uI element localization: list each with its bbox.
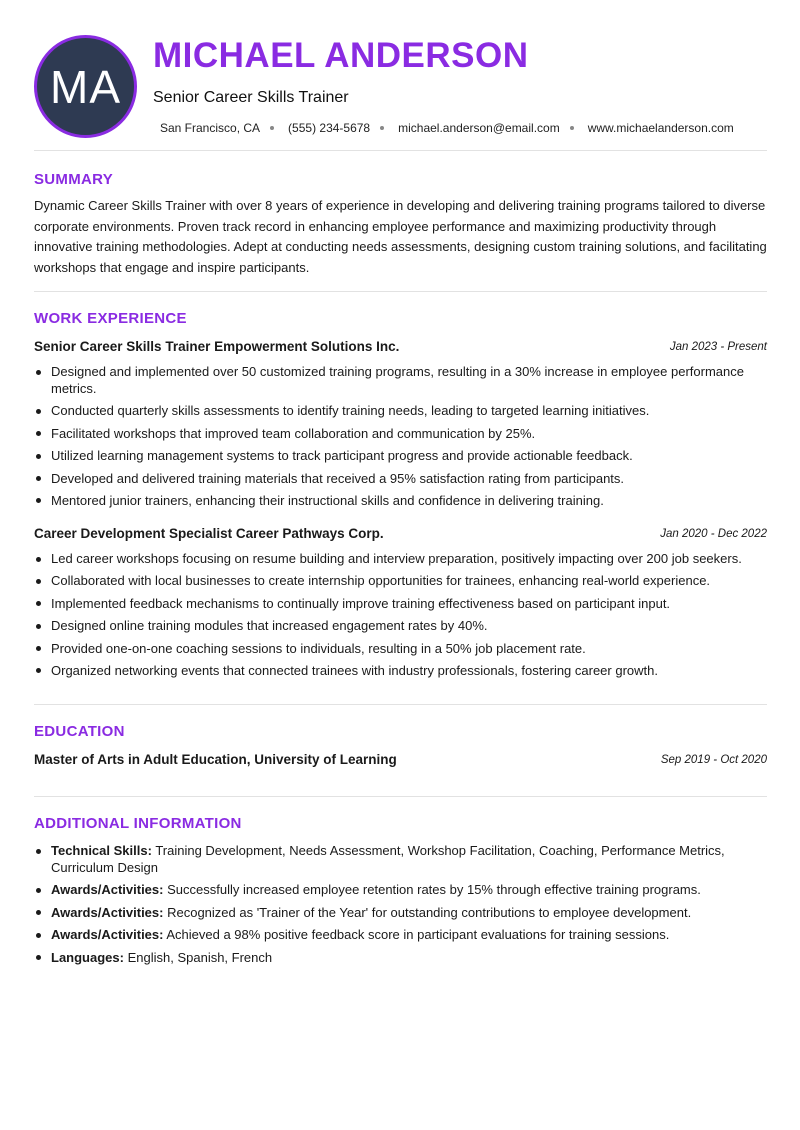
separator-dot bbox=[380, 126, 384, 130]
contact-email[interactable]: michael.anderson@email.com bbox=[398, 121, 560, 135]
contact-location: San Francisco, CA bbox=[160, 121, 261, 135]
item-text: Successfully increased employee retention rates by 15% through effective training programs. bbox=[167, 882, 701, 898]
item-label: Awards/Activities: bbox=[51, 904, 164, 920]
candidate-name: MICHAEL ANDERSON bbox=[153, 36, 529, 75]
job-dates: Jan 2020 - Dec 2022 bbox=[660, 528, 767, 540]
list-item: Facilitated workshops that improved team collaboration and communication by 25%. bbox=[34, 425, 769, 442]
item-text: Achieved a 98% positive feedback score in participant evaluations for training sessions. bbox=[166, 927, 670, 943]
divider bbox=[34, 704, 767, 705]
job-header bbox=[34, 526, 767, 544]
list-item: Designed and implemented over 50 customized training programs, resulting in a 30% increase in employee performance metrics. bbox=[34, 363, 769, 397]
divider bbox=[34, 150, 767, 151]
experience-heading: WORK EXPERIENCE bbox=[34, 310, 187, 327]
job-title: Career Development Specialist Career Pathways Corp. bbox=[34, 526, 384, 541]
summary-text: Dynamic Career Skills Trainer with over 8 years of experience in developing and delivering training programs tailored to diverse corporate environments. Proven track record in enhancing employee performance and maximizing productivity through innovative training methodologies. Adept at conducting needs assessments, designing custom training solutions, and facilitating workshops that engage and inspire participants. bbox=[34, 198, 767, 275]
divider bbox=[34, 796, 767, 797]
job-dates: Jan 2023 - Present bbox=[669, 341, 767, 353]
additional-heading: ADDITIONAL INFORMATION bbox=[34, 815, 242, 832]
job-bullets bbox=[34, 550, 769, 684]
job-title: Senior Career Skills Trainer Empowerment Solutions Inc. bbox=[34, 339, 400, 354]
contact-phone: (555) 234-5678 bbox=[288, 121, 371, 135]
education-entry bbox=[34, 752, 767, 770]
item-text: Recognized as 'Trainer of the Year' for outstanding contributions to employee development. bbox=[167, 904, 692, 920]
separator-dot bbox=[570, 126, 574, 130]
item-text: English, Spanish, French bbox=[127, 949, 273, 965]
job-header bbox=[34, 339, 767, 357]
education-dates: Sep 2019 - Oct 2020 bbox=[660, 754, 767, 766]
summary-heading: SUMMARY bbox=[34, 171, 114, 188]
education-heading: EDUCATION bbox=[34, 723, 125, 740]
job-bullets bbox=[34, 363, 769, 514]
list-item: Mentored junior trainers, enhancing their instructional skills and confidence in delivering training. bbox=[34, 492, 769, 509]
list-item: Developed and delivered training materials that received a 95% satisfaction rating from participants. bbox=[34, 470, 769, 487]
item-label: Languages: bbox=[51, 949, 124, 965]
item-text: Training Development, Needs Assessment, Workshop Facilitation, Coaching, Performance Metrics, Curriculum Design bbox=[51, 843, 725, 875]
list-item: Implemented feedback mechanisms to continually improve training effectiveness based on participant input. bbox=[34, 595, 769, 612]
list-item: Designed online training modules that increased engagement rates by 40%. bbox=[34, 617, 769, 634]
list-item: Led career workshops focusing on resume building and interview preparation, positively impacting over 200 job seekers. bbox=[34, 550, 769, 567]
item-label: Technical Skills: bbox=[51, 843, 152, 858]
list-item: Collaborated with local businesses to create internship opportunities for trainees, enhancing real-world experience. bbox=[34, 572, 769, 589]
separator-dot bbox=[270, 126, 274, 130]
list-item bbox=[34, 842, 769, 876]
item-label: Awards/Activities: bbox=[51, 882, 164, 898]
list-item bbox=[34, 926, 769, 943]
divider bbox=[34, 291, 767, 292]
list-item bbox=[34, 881, 769, 898]
list-item: Conducted quarterly skills assessments to identify training needs, leading to targeted learning initiatives. bbox=[34, 402, 769, 419]
list-item bbox=[34, 949, 769, 966]
avatar-initials: MA bbox=[50, 60, 121, 113]
list-item: Utilized learning management systems to track participant progress and provide actionable feedback. bbox=[34, 447, 769, 464]
list-item bbox=[34, 904, 769, 921]
resume-header bbox=[0, 0, 800, 150]
contact-line bbox=[160, 121, 734, 135]
contact-website[interactable]: www.michaelanderson.com bbox=[587, 121, 734, 135]
degree-title: Master of Arts in Adult Education, University of Learning bbox=[34, 752, 397, 767]
list-item: Organized networking events that connected trainees with industry professionals, fostering career growth. bbox=[34, 662, 769, 679]
list-item: Provided one-on-one coaching sessions to individuals, resulting in a 50% job placement rate. bbox=[34, 640, 769, 657]
additional-bullets bbox=[34, 842, 769, 971]
item-label: Awards/Activities: bbox=[51, 927, 164, 943]
candidate-role: Senior Career Skills Trainer bbox=[153, 89, 349, 106]
avatar bbox=[34, 35, 137, 138]
